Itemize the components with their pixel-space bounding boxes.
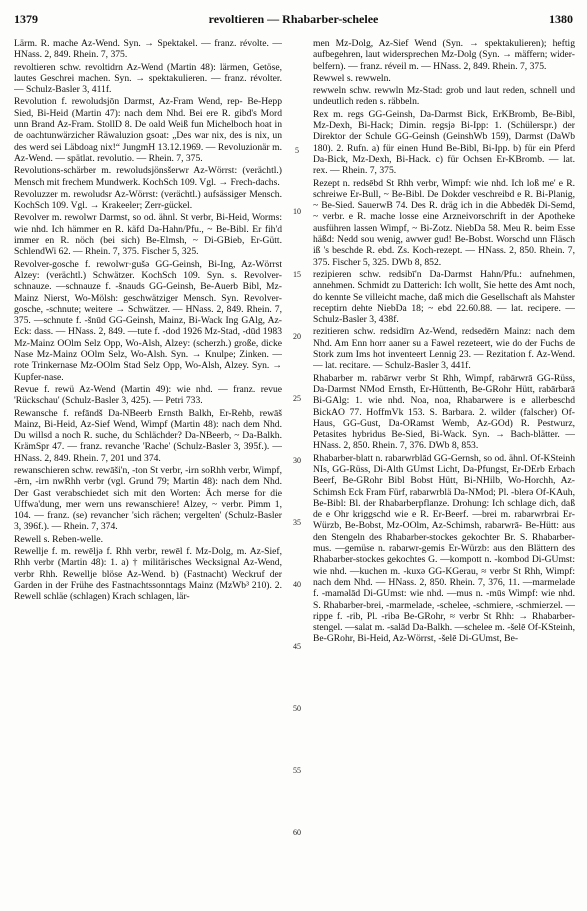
line-number: 10 xyxy=(293,207,301,216)
entry-paragraph: Rewansche f. refāndš Da-NBeerb Ernsth Balkh, Er-Rehb, rewāš Mainz, Bi-Heid, Az-Sief Wend, Wimpf (Martin 48): nach dem Nhd. Du willsd a noch R. suche, du Schlächder? Da-NBeerb, ~ Da-Balkh. KrämSpr 47. — franz. revanche 'Rache' (Schulz-Basler 3, 395f.). — HNass. 2, 849. Rhein. 7, 201 und 374. xyxy=(14,407,282,464)
line-number-gutter xyxy=(286,38,308,900)
entry-paragraph: Rex m. regs GG-Geinsh, Da-Darmst Bick, ErKBromb, Be-Bibl, Mz-Dexh, Bi-Hack; Dimin. regsjǝ Bi-Ipp: 1. (Schülerspr.) der Direktor der Schule GG-Geinsh (GeinshWb 159), Darmst (DaWb 180). 2. Rufn. a) für einen Hund Be-Bibl, Bi-Ipp. b) für ein Pferd Da-Bick, Mz-Dexh, Bi-Hack. c) für Ochsen Er-KBromb. — lat. rex. — Rhein. 7, 375. xyxy=(313,108,575,177)
entry-paragraph: Rhabarber-blatt n. rabarwrblād GG-Gernsh, so od. ähnl. Of-KSteinh NIs, GG-Rüss, Di-Alth GUmst Licht, Da-Pfungst, Er-DErb Erbach Beerf, Be-GRohr Bibl Bobst Hütt, Bi-NHilb, Wo-Horchh, Az-Schimsh Eck Fram Fürf, rabarwrblä Da-NMod; Pl. -blerǝ Of-KAuh, Be-Bibl: Bl. der Rhabarberpflanze. Drohung: Ich schlage dich, daß de e Ohr kriggschd wie e R. Er-Beerf. —brei m. rabarwrbrai Er-Würzb, Be-Bobst, Mz-OOlm, Az-Schimsh, rabarwrā- Be-Hütt: aus den Stengeln des Rhabarber-stockes gekochter Br. S. Rhabarber-mus. —gemüse n. rabarwr-gemis Er-Würzb: aus den Blättern des Rhabarber-stockes gekochtes G. —kompott n. -kombod Di-GUmst: wie nhd. —kuchen m. -kuxǝ GG-KGerau, ≈ verbr St Rhh, Wimpf: nach dem Nhd. — HNass. 2, 850. Rhein. 7, 376, 11. —marmelade f. -mamǝlād Di-GUmst: wie nhd. —mus n. -mūs Wimpf: wie nhd. S. Rhabarber-brei, -marmelade, -schelee, -schmiere, -schmierzel. —rippe f. -rib, Pl. -ribǝ Be-GRohr, ≈ verbr St Rhh: → Rhabarber-stengel. —salat m. -salād Da-Balkh. —schelee m. -šelē Of-KSteinh, Be-GRohr, Bi-Heid, Az-Wörrst, -šelē Di-GUmst, Be- xyxy=(313,452,575,645)
entry-paragraph: rezipieren schw. redsibī'n Da-Darmst Hahn/Pfu.: aufnehmen, annehmen. Schmidt zu Datterich: Ich wollt, Sie hette des Amt noch, do kennte Se villeicht mache, daß mich die Gesellschaft als Mahster receptirn dehte NiebDa 18; ~ ebd 22.60.88. — lat. recipere. — Schulz-Basler 3, 438f. xyxy=(313,268,575,326)
right-column xyxy=(313,38,575,900)
page-number-right: 1380 xyxy=(549,12,573,26)
entry-paragraph: revoltieren schw. revoltidrn Az-Wend (Martin 48): lärmen, Getöse, lautes Geschrei machen. Syn. → spektakulieren. — franz. révolter. — Schulz-Basler 3, 411f. xyxy=(14,61,282,96)
entry-paragraph: Rewell s. Reben-welle. xyxy=(14,533,103,545)
running-head xyxy=(14,12,573,30)
entry-paragraph: Revoluzzer m. rewoludsr Az-Wörrst: (verächtl.) aufsässiger Mensch. KochSch 109. Vgl. → Krakeeler; Zerr-gückel. xyxy=(14,188,282,212)
line-number: 15 xyxy=(293,270,301,279)
line-number: 50 xyxy=(293,704,301,713)
line-number: 30 xyxy=(293,456,301,465)
line-number: 40 xyxy=(293,580,301,589)
entry-paragraph: Revue f. rewü Az-Wend (Martin 49): wie nhd. — franz. revue 'Rückschau' (Schulz-Basler 3, 425). — Petri 733. xyxy=(14,383,282,407)
entry-paragraph: rezitieren schw. redsidīrn Az-Wend, redsedērn Mainz: nach dem Nhd. Am Enn horr aaner su a Fawel rezeteert, wie do der Fuchs de Stork zum Ims hot inventeert Lennig 23. — Rezitation f. Az-Wend. — lat. recitare. — Schulz-Basler 3, 441f. xyxy=(313,326,575,372)
running-title: revoltieren — Rhabarber-schelee xyxy=(208,12,379,26)
line-number: 45 xyxy=(293,642,301,651)
line-number: 5 xyxy=(295,146,299,155)
entry-paragraph: Rhabarber m. rabārwr verbr St Rhh, Wimpf, rabārwrā GG-Rüss, Da-Darmst NMod Ernsth, Er-Hüttenth, Be-GRohr Hütt, rabārbarā Bi-GAlg: 1. wie nhd. Noa, noa, Rhabarwere is e allerbeschd BickAO 77. HoffmVk 153. S. Barbara. 2. wilder (falscher) Of-Haus, GG-Gust, Da-ORamst Wemb, Az-GOd) R. Pestwurz, Petasites hybridus Be-Sied, Bi-Wack. Syn. → Bach-blätter. — HNass. 2, 850. Rhein. 7, 376. DWb 8, 853. xyxy=(313,372,575,452)
entry-paragraph: Revolver-gosche f. rewolwr·gušǝ GG-Geinsh, Bi-Ing, Az-Wörrst Alzey: (verächtl.) Schwätzer. KochSch 109. Syn. s. Revolver-schnauze. —schnauze f. -šnauds GG-Geinsh, Be-Auerb Bibl, Mz-Mainz Nierst, Wo-Mölsh: geschwätziger Mensch. Syn. Revolver-gosche, -schnute; weitere → Schwätzer. — HNass. 2, 849. Rhein. 7, 375. —schnute f. -šnūd GG-Geinsh, Mainz, Bi-Wack Ing GAlg, Az-Eck: dass. — HNass. 2, 849. —tute f. -dod 1926 Mz-Stad, -dūd 1983 Mz-Mainz OOlm Selz Opp, Wo-Alsh, Alzey: (scherzh.) große, dicke Nase Mz-Mainz OOlm Selz, Wo-Alsh. Syn. → Knulpe; Zinken. — rote Trinkernase Mz-OOlm Stad Selz Opp, Wo-Alsh, Alzey. Syn. → Kupfer-nase. xyxy=(14,258,282,383)
entry-paragraph: Rewellje f. m. rewēljǝ f. Rhh verbr, rewēl f. Mz-Dolg, m. Az-Sief, Rhh verbr (Martin 48): 1. a) † militärisches Wecksignal Az-Wend, verbr Rhh. Rewellje blöse Az-Wend. b) (Fastnacht) Weckruf der Garden in der Frühe des Fastnachtssonntags Mainz (MzWb³ 210). 2. Rewell schläe (schlagen) Krach schlagen, lär- xyxy=(14,546,282,603)
entry-paragraph: rewanschieren schw. rewāši'n, -ton St verbr, -irn soRhh verbr, Wimpf, -ērn, -irn nwRhh verbr (vgl. Grund 79; Martin 48): nach dem Nhd. Der Gast verabschiedet sich mit den Worten: Äch merse for die Uffwa'dung, mer wern uns rewanschiere! Alzey, ~ verbr. Pimm 1, 104. — franz. (se) revancher 'sich rächen; vergelten' (Schulz-Basler 3, 396f.). — Rhein. 7, 374. xyxy=(14,464,282,533)
entry-paragraph: Lärm. R. mache Az-Wend. Syn. → Spektakel. — franz. révolte. — HNass. 2, 849. Rhein. 7, 375. xyxy=(14,38,282,61)
entry-paragraph: Revolutions-schärber m. rewoludsjönsšerwr Az-Wörrst: (verächtl.) Mensch mit frechem Mundwerk. KochSch 109. Vgl. → Frech-dachs. xyxy=(14,165,282,188)
line-number: 55 xyxy=(293,766,301,775)
entry-paragraph: Rezept n. redsēbd St Rhh verbr, Wimpf: wie nhd. Ich loß me' e R. schreiwe Er-Bull, ~ Be-Bibl. De Dokder veschreibd e R. Bi-Planig, ~ Be-Sied. SauerwB 74. Des R. dräg ich in die Abbedēk Di-Semd, ~ verbr. e R. mache losse eine Arzneivorschrift in der Apotheke ausführen lassen Wimpf, ~ Bi-Zotz. NiebDa 58. Meu R. beim Esse häßd: Nedd sou wenig, awwer gud! Be-Bobst. Worschd unn Fläsch iß 's beschde R. ebd. Zs. Koch-rezept. — HNass. 2, 850. Rhein. 7, 375. Fischer 5, 325. DWb 8, 852. xyxy=(313,177,575,268)
entry-paragraph: Revolution f. rewoludsjōn Darmst, Az-Fram Wend, rep- Be-Hepp Sied, Bi-Heid (Martin 47): nach dem Nhd. Bei ere R. gibd's Mord unn Brand Az-Fram. StollD 8. De oald Weiß fun Michelboch hoat in de oachtunwärzicher Räwaluzion gsoat: „Des war nix, des is nix, un des werd sei Läbdoag nix!“ JungmH 13.12.1969. — Revoluzionär m. Az-Wend. — spätlat. revolutio. — Rhein. 7, 375. xyxy=(14,96,282,164)
entry-paragraph: Revolver m. rewolwr Darmst, so od. ähnl. St verbr, Bi-Heid, Worms: wie nhd. Ich hämmer en R. käfd Da-Hahn/Pfu., ~ Be-Bibl. Er fih'd immer en R. nöch (bei sich) Be-Elmsh, ~ Di-GBieb, Er-Gütt. SchlendWi 62. — Rhein. 7, 375. Fischer 5, 325. xyxy=(14,212,282,258)
line-number: 25 xyxy=(293,394,301,403)
line-number: 20 xyxy=(293,332,301,341)
page-number-left: 1379 xyxy=(14,12,38,26)
line-number: 35 xyxy=(293,518,301,527)
entry-paragraph: rewweln schw. rewwln Mz-Stad: grob und laut reden, schnell und undeutlich reden s. räbbeln. xyxy=(313,85,575,108)
left-column xyxy=(14,38,282,900)
line-number: 60 xyxy=(293,828,301,837)
entry-paragraph: Rewwel s. rewweln. xyxy=(313,72,391,84)
entry-paragraph: men Mz-Dolg, Az-Sief Wend (Syn. → spektakulieren); heftig aufbegehren, laut widersprechen Mz-Dolg (Syn. → mäffern; wider-belfern). — franz. réveil m. — HNass. 2, 849. Rhein. 7, 375. xyxy=(313,38,575,72)
